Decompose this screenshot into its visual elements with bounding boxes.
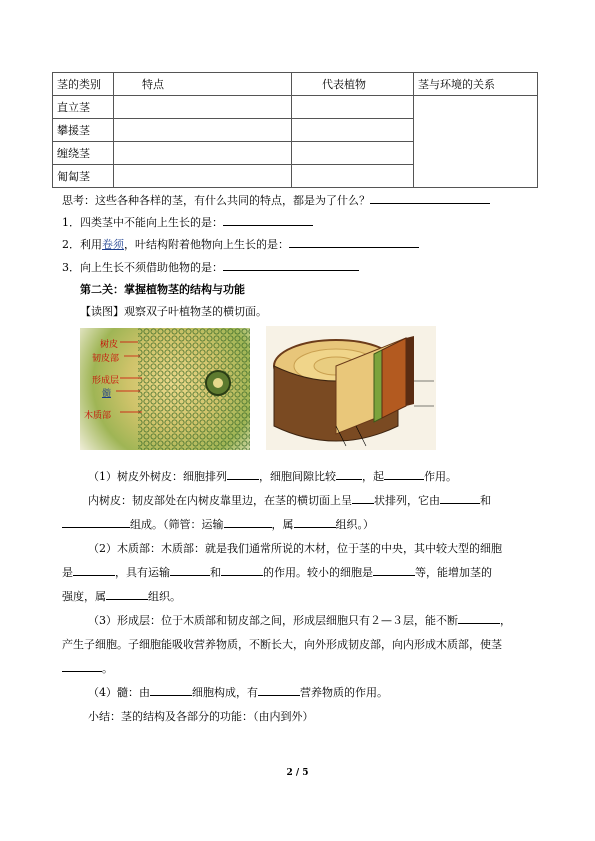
label-xylem: 木质部 — [84, 411, 112, 421]
answer-blank[interactable] — [221, 565, 263, 576]
paragraph-5 — [88, 684, 388, 700]
paragraph-4c — [62, 660, 113, 676]
text: 的作用。较小的细胞是 — [263, 566, 373, 579]
micrograph-labels — [80, 328, 250, 450]
cell — [292, 96, 414, 119]
cell — [292, 119, 414, 142]
paragraph-1 — [88, 468, 457, 484]
stem-type-table — [52, 72, 538, 188]
answer-blank[interactable] — [294, 517, 336, 528]
thinking-text: 思考：这些各种各样的茎，有什么共同的特点，都是为了什么？ — [62, 194, 370, 207]
paragraph-3b — [62, 564, 492, 580]
cell — [114, 96, 292, 119]
label-pith: 髓 — [102, 389, 112, 399]
answer-blank[interactable] — [440, 493, 480, 504]
text: ， — [500, 614, 511, 627]
header-features: 特点 — [114, 73, 292, 96]
cell — [414, 96, 538, 188]
row-label: 攀援茎 — [53, 119, 114, 142]
header-environment: 茎与环境的关系 — [414, 73, 538, 96]
question-1 — [62, 214, 313, 230]
text: 细胞构成，有 — [192, 686, 258, 699]
header-stem-type: 茎的类别 — [53, 73, 114, 96]
answer-blank[interactable] — [62, 661, 102, 672]
answer-blank[interactable] — [384, 469, 424, 480]
text: 等，能增加茎的 — [415, 566, 492, 579]
question-1-text: 1．四类茎中不能向上生长的是： — [62, 216, 223, 229]
stem-3d-diagram — [266, 326, 436, 450]
cell — [114, 119, 292, 142]
question-2-text: 2．利用 — [62, 238, 102, 251]
answer-blank[interactable] — [227, 469, 259, 480]
question-3 — [62, 259, 359, 275]
text: 组织。 — [148, 590, 181, 603]
answer-blank[interactable] — [223, 215, 313, 226]
summary: 小结：茎的结构及各部分的功能：（由内到外） — [88, 710, 314, 723]
tendril-link[interactable]: 卷须 — [102, 238, 124, 251]
paragraph-4a — [88, 612, 511, 628]
text: 组织。） — [335, 518, 374, 531]
text: 和 — [210, 566, 221, 579]
answer-blank[interactable] — [289, 237, 419, 248]
answer-blank[interactable] — [352, 493, 374, 504]
text: 是 — [62, 566, 73, 579]
text: ，细胞间隙比较 — [259, 470, 336, 483]
question-2-text: ，叶结构附着他物向上生长的是： — [124, 238, 289, 251]
paragraph-3a: （2）木质部：木质部：就是我们通常所说的木材，位于茎的中央，其中较大型的细胞 — [88, 542, 502, 555]
paragraph-2a — [88, 492, 491, 508]
answer-blank[interactable] — [150, 685, 192, 696]
label-cambium: 形成层 — [92, 376, 120, 386]
text: 状排列，它由 — [374, 494, 440, 507]
answer-blank[interactable] — [223, 260, 359, 271]
text: ，属 — [271, 518, 294, 531]
answer-blank[interactable] — [62, 517, 130, 528]
answer-blank[interactable] — [373, 565, 415, 576]
text: 营养物质的作用。 — [300, 686, 388, 699]
answer-blank[interactable] — [224, 517, 272, 528]
paragraph-4b: 产生子细胞。子细胞能吸收营养物质，不断长大，向外形成韧皮部，向内形成木质部，使茎 — [62, 638, 502, 651]
answer-blank[interactable] — [370, 193, 490, 204]
text: （3）形成层：位于木质部和韧皮部之间，形成层细胞只有２—３层，能不断 — [88, 614, 458, 627]
answer-blank[interactable] — [73, 565, 115, 576]
text: 强度，属 — [62, 590, 106, 603]
answer-blank[interactable] — [336, 469, 362, 480]
answer-blank[interactable] — [106, 589, 148, 600]
row-label: 匍匐茎 — [53, 165, 114, 188]
text: 。 — [102, 662, 113, 675]
text: （1）树皮外树皮：细胞排列 — [88, 470, 227, 483]
label-bark: 树皮 — [100, 340, 119, 350]
section-heading: 第二关：掌握植物茎的结构与功能 — [80, 283, 245, 296]
row-label: 直立茎 — [53, 96, 114, 119]
cell — [292, 165, 414, 188]
text: 组成。（筛管：运输 — [130, 518, 224, 531]
text: （4）髓：由 — [88, 686, 150, 699]
cell — [292, 142, 414, 165]
answer-blank[interactable] — [458, 613, 500, 624]
reading-instruction: 【读图】观察双子叶植物茎的横切面。 — [80, 305, 267, 318]
text: 和 — [480, 494, 491, 507]
row-label: 缠绕茎 — [53, 142, 114, 165]
header-plants: 代表植物 — [292, 73, 414, 96]
question-2 — [62, 236, 419, 252]
text: 内树皮：韧皮部处在内树皮靠里边，在茎的横切面上呈 — [88, 494, 352, 507]
question-3-text: 3．向上生长不须借助他物的是： — [62, 261, 223, 274]
stem-drawing — [266, 326, 436, 450]
paragraph-3c — [62, 588, 181, 604]
paragraph-2b — [62, 516, 374, 532]
thinking-question — [62, 192, 490, 208]
text: ，具有运输 — [115, 566, 170, 579]
answer-blank[interactable] — [170, 565, 210, 576]
label-phloem: 韧皮部 — [92, 354, 120, 364]
text: ，起 — [362, 470, 384, 483]
answer-blank[interactable] — [258, 685, 300, 696]
cell — [114, 165, 292, 188]
page-number: 2 / 5 — [286, 768, 309, 778]
cell — [114, 142, 292, 165]
text: 作用。 — [424, 470, 457, 483]
